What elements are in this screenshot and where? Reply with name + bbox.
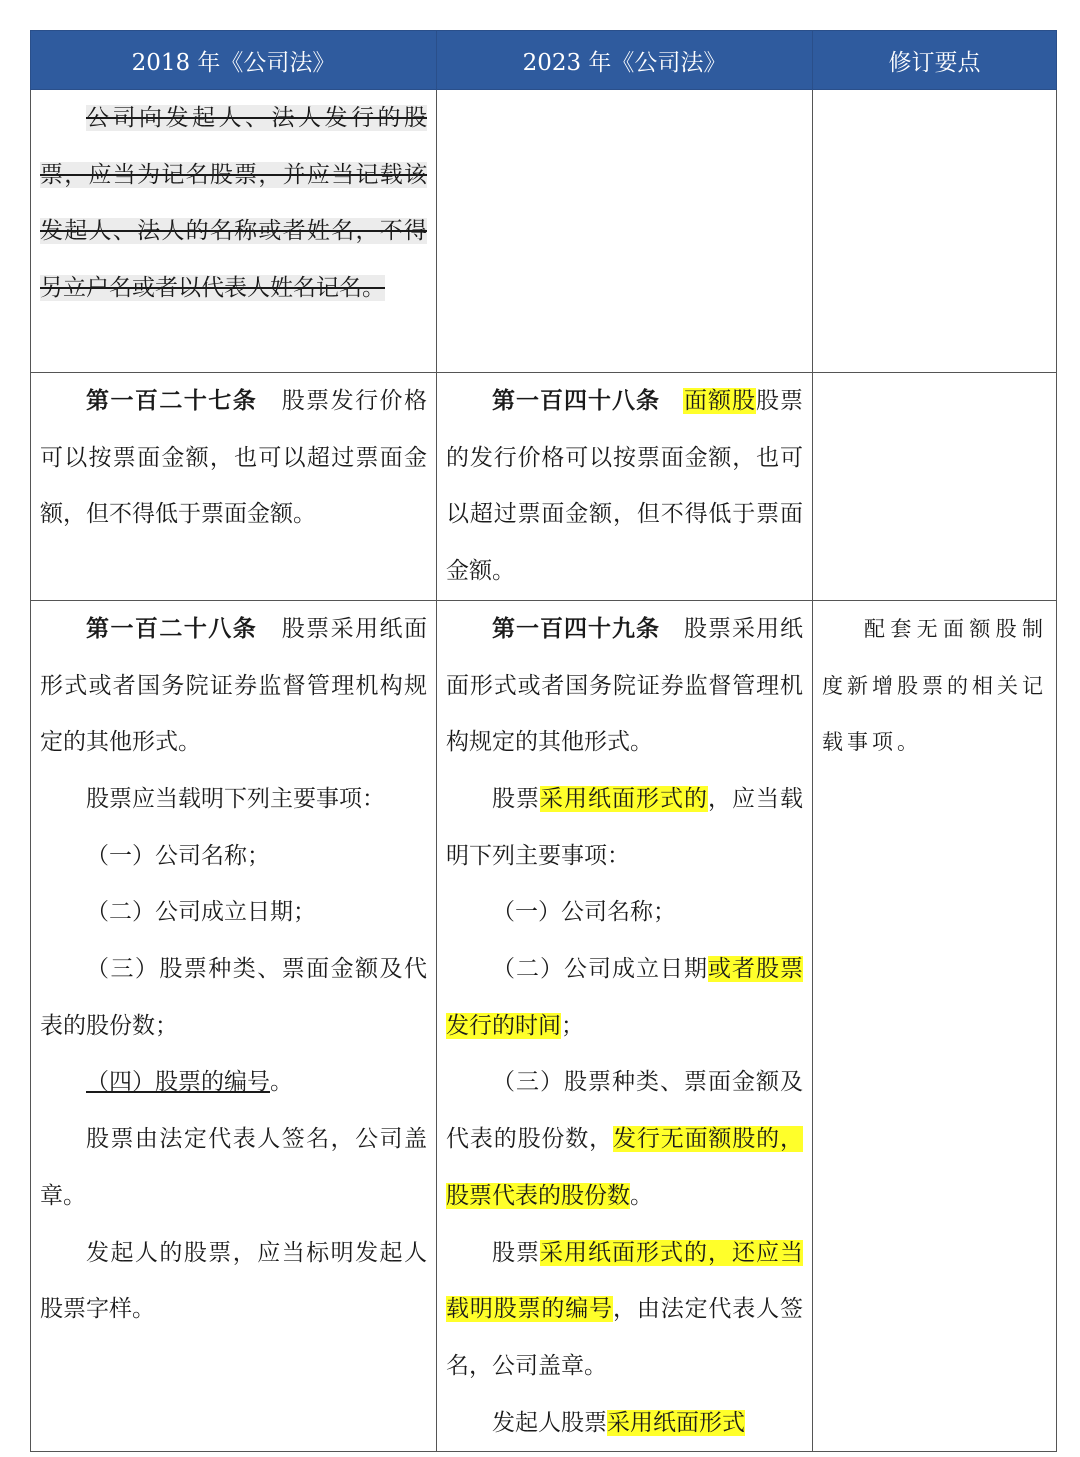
revision-note-cell xyxy=(813,600,1057,1452)
paragraph: 股票应当载明下列主要事项： xyxy=(86,785,385,812)
text: 。 xyxy=(630,1182,653,1209)
article-number: 第一百二十七条 xyxy=(86,388,258,414)
table-row xyxy=(31,373,1057,601)
paragraph: 发起人的股票，应当标明发起人股票字样。 xyxy=(40,1239,427,1323)
article-text: 股票发行价格可以按票面金额，也可以超过票面金额，但不得低于票面金额。 xyxy=(40,388,428,528)
old-law-cell xyxy=(31,373,437,601)
deleted-text: 公司向发起人、法人发行的股票，应当为记名股票，并应当记载该发起人、法人的名称或者姓名，不得另立户名或者以代表人姓名记名。 xyxy=(40,105,427,302)
highlighted-text: 采用纸面形式的，还应当载明股票的编号 xyxy=(446,1239,803,1323)
article-number: 第一百二十八条 xyxy=(86,615,258,642)
text: 股票 xyxy=(492,1239,540,1266)
old-law-cell xyxy=(31,600,437,1452)
highlighted-text: 采用纸面形式的 xyxy=(540,785,708,812)
header-2023: 2023 年《公司法》 xyxy=(437,31,813,90)
table-row xyxy=(31,90,1057,373)
article-text: 股票采用纸面形式或者国务院证券监督管理机构规定的其他形式。 xyxy=(40,615,428,756)
highlighted-text: 采用纸面形式 xyxy=(607,1409,745,1436)
revision-note-cell xyxy=(813,90,1057,373)
text: ，由法定代表人签名，公司盖章。 xyxy=(446,1296,804,1379)
text: ，应当载明下列主要事项： xyxy=(446,785,803,869)
list-item: （一）公司名称； xyxy=(492,899,676,926)
list-item: （二）公司成立日期 xyxy=(492,956,708,983)
article-number: 第一百四十九条 xyxy=(492,615,660,642)
article-text: 股票的发行价格可以按票面金额，也可以超过票面金额，但不得低于票面金额。 xyxy=(446,388,803,585)
list-item: （二）公司成立日期； xyxy=(86,899,316,926)
new-law-cell xyxy=(437,90,813,373)
table-row xyxy=(31,600,1057,1452)
underlined-list-item: （四）股票的编号 xyxy=(86,1069,270,1096)
header-row xyxy=(31,31,1057,90)
list-item: （三）股票种类、票面金额及代表的股份数， xyxy=(446,1069,803,1153)
revision-note: 配套无面额股制度新增股票的相关记载事项。 xyxy=(822,616,1047,755)
paragraph: 股票由法定代表人签名，公司盖章。 xyxy=(40,1126,427,1209)
header-2018: 2018 年《公司法》 xyxy=(31,31,437,90)
old-law-cell xyxy=(31,90,437,373)
comparison-table xyxy=(30,30,1057,1452)
text: ； xyxy=(561,1012,584,1039)
text: 股票 xyxy=(492,785,540,812)
article-text: 股票采用纸面形式或者国务院证券监督管理机构规定的其他形式。 xyxy=(446,615,803,756)
list-item-end: 。 xyxy=(270,1069,293,1096)
header-revision-points: 修订要点 xyxy=(813,31,1057,90)
highlighted-text: 面额股 xyxy=(683,388,756,414)
article-number: 第一百四十八条 xyxy=(492,388,660,414)
revision-note-cell xyxy=(813,373,1057,601)
highlighted-text: 发行无面额股的，股票代表的股份数 xyxy=(446,1126,804,1209)
new-law-cell xyxy=(437,600,813,1452)
text: 发起人股票 xyxy=(492,1409,607,1436)
list-item: （三）股票种类、票面金额及代表的股份数； xyxy=(40,956,427,1039)
list-item: （一）公司名称； xyxy=(86,842,270,869)
new-law-cell xyxy=(437,373,813,601)
highlighted-text: 或者股票发行的时间 xyxy=(446,956,803,1039)
